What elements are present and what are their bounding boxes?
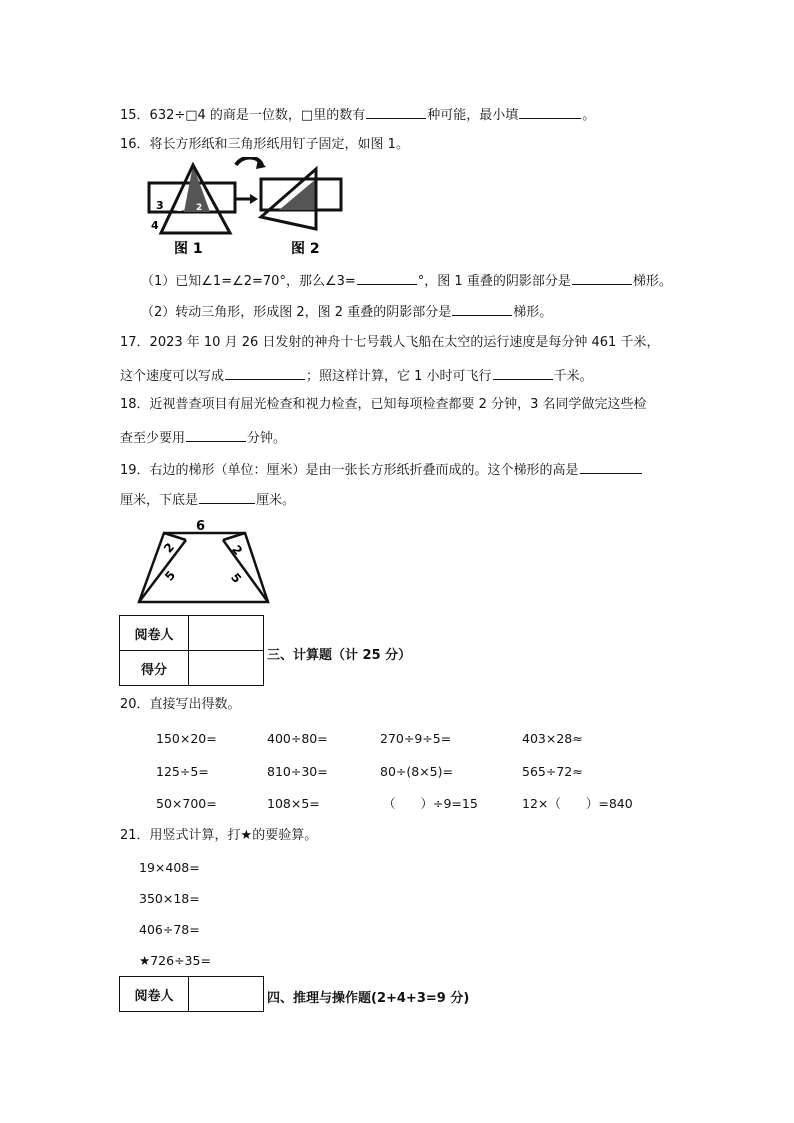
q16-figure-2 [261, 169, 341, 257]
label-top-6: 6 [196, 519, 206, 534]
label-right-2: 2 [229, 542, 246, 558]
q16-p1-text-b: °，图 1 重叠的阴影部分是 [417, 274, 571, 289]
q20-expr: 50×700= [156, 796, 217, 811]
q20-expr: 810÷30= [267, 764, 328, 779]
question-18-line-1: 18．近视普查项目有屈光检查和视力检查，已知每项检查都要 2 分钟，3 名同学做完这些检 [120, 397, 647, 412]
question-17-line-2 [120, 365, 593, 386]
q17-text-c: 千米。 [553, 369, 593, 384]
q16-figure-1 [149, 165, 235, 257]
question-16-stem: 16．将长方形纸和三角形纸用钉子固定，如图 1。 [120, 137, 409, 152]
question-20-stem: 20．直接写出得数。 [120, 697, 241, 712]
question-21-stem: 21．用竖式计算，打★的要验算。 [120, 828, 318, 843]
score-value-cell[interactable] [189, 651, 264, 686]
section-4-title: 四、推理与操作题(2+4+3=9 分) [267, 991, 470, 1006]
q20-expr: 125÷5= [156, 764, 209, 779]
section-3-title: 三、计算题（计 25 分） [267, 648, 412, 663]
q19-text-b: 厘米，下底是 [120, 493, 199, 508]
q20-expr: （ ）÷9=15 [383, 796, 478, 811]
score-table-section-3 [119, 615, 264, 686]
q20-expr: 403×28≈ [522, 731, 583, 746]
q16-figures [140, 157, 350, 262]
right-arrowhead-icon [250, 194, 258, 204]
question-19-line-2 [120, 489, 295, 510]
q16-p1-text-c: 梯形。 [632, 274, 672, 289]
q20-expr: 270÷9÷5= [380, 731, 452, 746]
question-18-line-2 [120, 427, 286, 448]
q21-item: 350×18= [139, 891, 200, 906]
q19-blank-bottom-base[interactable] [199, 489, 255, 504]
q16-blank-fig2-type[interactable] [452, 301, 512, 316]
q19-blank-height[interactable] [580, 459, 642, 474]
label-right-5: 5 [228, 570, 245, 586]
fig1-caption: 图 1 [174, 241, 203, 257]
q17-text-a: 这个速度可以写成 [120, 369, 225, 384]
q20-expr: 400÷80= [267, 731, 328, 746]
q17-blank-notation[interactable] [225, 365, 305, 380]
fig1-angle-2: 2 [196, 203, 203, 213]
left-fold-edge [139, 540, 186, 602]
score-label: 得分 [120, 651, 189, 686]
label-left-2: 2 [161, 540, 178, 556]
reviewer-label: 阅卷人 [120, 616, 189, 651]
score-table-section-4 [119, 976, 264, 1012]
q21-item: 19×408= [139, 860, 200, 875]
q17-text-b: ；照这样计算，它 1 小时可飞行 [306, 369, 492, 384]
q21-item-starred: ★726÷35= [139, 953, 211, 968]
q19-text-a: 19．右边的梯形（单位：厘米）是由一张长方形纸折叠而成的。这个梯形的高是 [120, 463, 579, 478]
question-17-line-1: 17．2023 年 10 月 26 日发射的神舟十七号载人飞船在太空的运行速度是每分钟 461 千米， [120, 335, 660, 350]
question-16-part-1 [141, 270, 672, 291]
q18-blank-minutes[interactable] [186, 427, 246, 442]
q15-blank-count[interactable] [366, 104, 426, 119]
q17-blank-distance[interactable] [493, 365, 553, 380]
q19-trapezoid-figure [136, 518, 272, 606]
label-left-5: 5 [162, 568, 179, 584]
fig1-angle-4: 4 [151, 219, 159, 232]
right-fold-edge [223, 540, 268, 602]
reviewer-value-cell[interactable] [189, 616, 264, 651]
reviewer-value-cell[interactable] [189, 977, 264, 1012]
fig1-angle-1: 1 [176, 204, 183, 214]
reviewer-label: 阅卷人 [120, 977, 189, 1012]
q20-expr: 12×（ ）=840 [522, 796, 633, 811]
q15-text-b: 种可能，最小填 [427, 108, 519, 123]
q20-expr: 150×20= [156, 731, 217, 746]
q16-p2-text-a: （2）转动三角形，形成图 2，图 2 重叠的阴影部分是 [141, 305, 452, 320]
trapezoid-outline [139, 533, 268, 602]
q15-text-c: 。 [582, 108, 596, 123]
q20-expr: 80÷(8×5)= [380, 764, 453, 779]
fig1-angle-3: 3 [156, 199, 164, 212]
question-15 [120, 104, 595, 125]
q20-expr: 108×5= [267, 796, 320, 811]
question-16-part-2 [141, 301, 552, 322]
q15-blank-min[interactable] [519, 104, 581, 119]
q19-text-c: 厘米。 [256, 493, 296, 508]
q16-p2-text-b: 梯形。 [513, 305, 553, 320]
fig2-caption: 图 2 [291, 241, 320, 257]
q16-blank-angle3[interactable] [357, 270, 417, 285]
question-19-line-1 [120, 459, 643, 480]
q20-expr: 565÷72≈ [522, 764, 583, 779]
q18-text-b: 分钟。 [247, 431, 287, 446]
q21-item: 406÷78= [139, 922, 200, 937]
q18-text-a: 查至少要用 [120, 431, 186, 446]
q16-blank-fig1-type[interactable] [572, 270, 632, 285]
q16-p1-text-a: （1）已知∠1=∠2=70°，那么∠3= [141, 274, 356, 289]
q15-text-a: 15．632÷□4 的商是一位数，□里的数有 [120, 108, 366, 123]
